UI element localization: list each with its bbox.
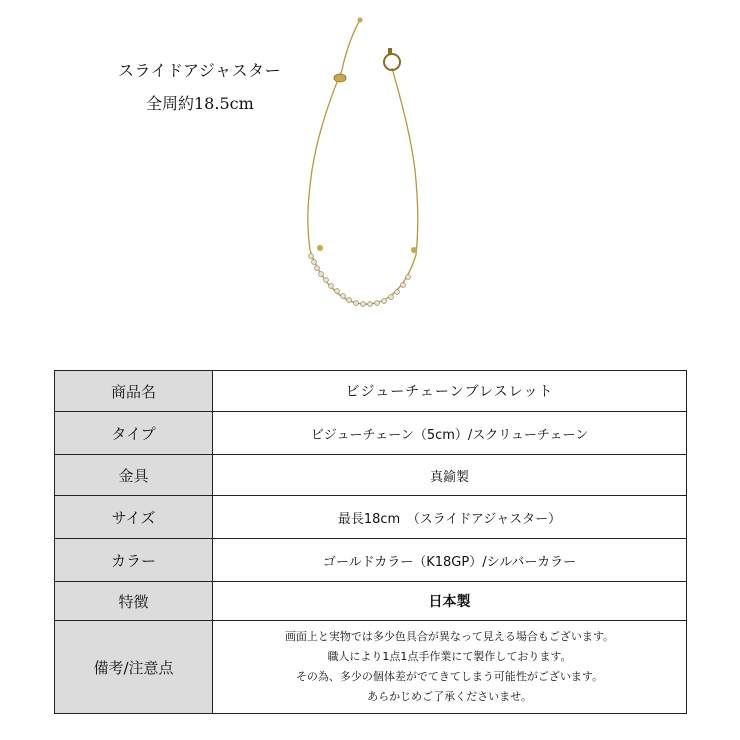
bracelet-photo bbox=[280, 10, 480, 320]
bracelet-chain bbox=[308, 20, 418, 304]
spec-label: 備考/注意点 bbox=[55, 621, 213, 714]
note-line: 画面上と実物では多少色具合が異なって見える場合もございます。 bbox=[284, 630, 615, 643]
bijou-beads bbox=[309, 254, 411, 307]
spec-value: ビジューチェーンブレスレット bbox=[213, 371, 687, 412]
spec-row-size bbox=[55, 496, 687, 539]
end-bead bbox=[317, 245, 323, 251]
spec-label: サイズ bbox=[55, 496, 213, 539]
note-line: 職人により1点1点手作業にて製作しております。 bbox=[327, 650, 572, 663]
spec-value: 日本製 bbox=[213, 582, 687, 621]
spec-value: 最長18cm （スライドアジャスター） bbox=[213, 496, 687, 539]
note-line: あらかじめご了承くださいませ。 bbox=[367, 690, 532, 703]
spec-label: 金具 bbox=[55, 455, 213, 496]
spec-label: 商品名 bbox=[55, 371, 213, 412]
adjuster-caption: スライドアジャスター bbox=[118, 61, 282, 80]
length-caption: 全周約18.5cm bbox=[146, 94, 254, 113]
spring-ring-clasp bbox=[384, 48, 400, 70]
product-spec-table bbox=[54, 370, 687, 714]
spec-row-name bbox=[55, 371, 687, 412]
spec-value: ビジューチェーン（5cm）/スクリューチェーン bbox=[213, 412, 687, 455]
spec-row-color bbox=[55, 539, 687, 582]
spec-label: カラー bbox=[55, 539, 213, 582]
spec-value: ゴールドカラー（K18GP）/シルバーカラー bbox=[213, 539, 687, 582]
spec-row-feature bbox=[55, 582, 687, 621]
spec-row-notes bbox=[55, 621, 687, 714]
spec-label: タイプ bbox=[55, 412, 213, 455]
spec-value: 真鍮製 bbox=[213, 455, 687, 496]
notes-text bbox=[213, 621, 687, 714]
spec-row-fittings bbox=[55, 455, 687, 496]
spec-row-type bbox=[55, 412, 687, 455]
end-bead bbox=[411, 247, 417, 253]
slide-adjuster bbox=[334, 18, 363, 83]
note-line: その為、多少の個体差がでてきてしまう可能性がございます。 bbox=[295, 670, 604, 683]
spec-label: 特徴 bbox=[55, 582, 213, 621]
